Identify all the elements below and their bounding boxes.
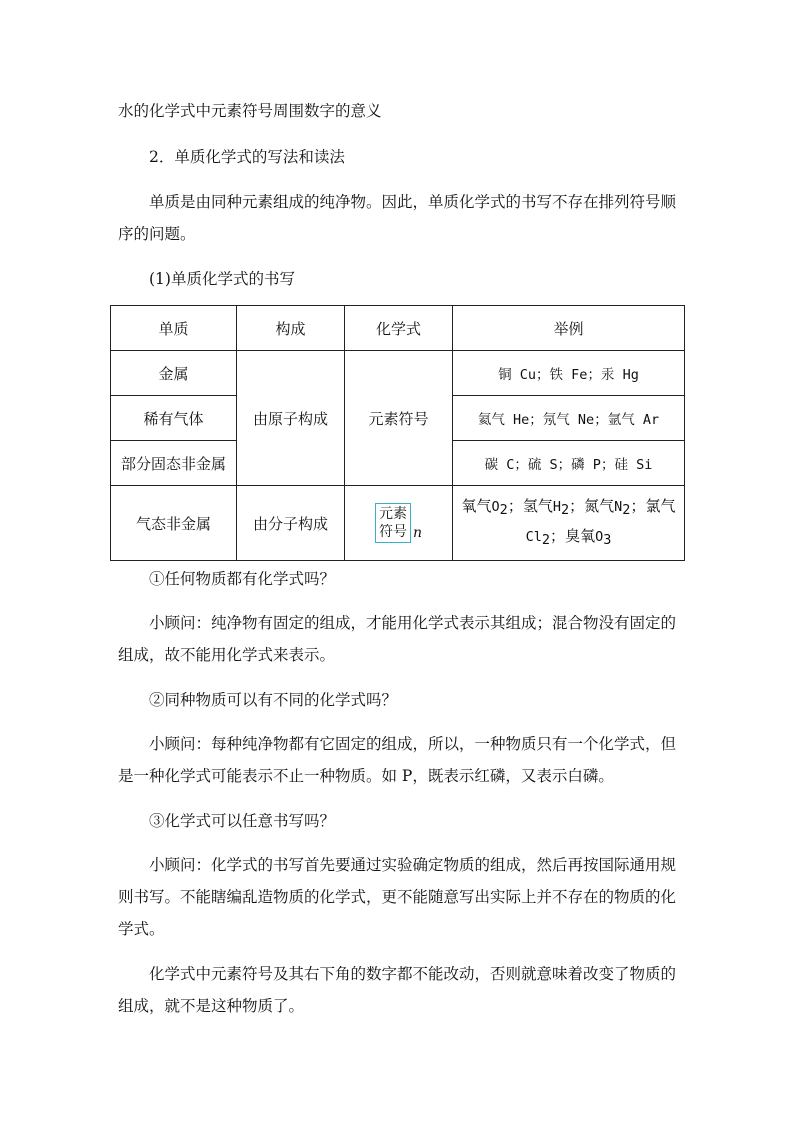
gas-subscript: 2: [560, 502, 570, 518]
row-label-noble: 稀有气体: [111, 396, 237, 441]
question-2: ②同种物质可以有不同的化学式吗？: [149, 691, 398, 709]
example-noble: 氦气 He；氖气 Ne；氩气 Ar: [453, 396, 685, 441]
gas-name: 氮气: [584, 497, 615, 515]
question-1: ①任何物质都有化学式吗？: [149, 570, 336, 588]
example-solid: 碳 C；硫 S；磷 P；硅 Si: [453, 441, 685, 486]
answer-1: 小顾问：纯净物有固定的组成，才能用化学式表示其组成；混合物没有固定的组成，故不能用化学式来表示。: [118, 614, 677, 664]
gas-symbol: N: [614, 499, 623, 515]
answer-3: 小顾问：化学式的书写首先要通过实验确定物质的组成，然后再按国际通用规则书写。不能瞎编乱造物质的化学式，更不能随意写出实际上并不存在的物质的化学式。: [118, 856, 677, 938]
box-line: 元素: [378, 506, 407, 522]
header-cell: 单质: [111, 306, 237, 351]
composition-atom-cell: 由原子构成: [237, 351, 345, 486]
box-line: 符号: [378, 524, 407, 540]
gas-subscript: 2: [541, 532, 551, 548]
paragraph-definition: 单质是由同种元素组成的纯净物。因此，单质化学式的书写不存在排列符号顺序的问题。: [118, 193, 677, 243]
gas-subscript: 2: [622, 502, 631, 518]
element-formula-table: [110, 305, 685, 561]
gas-name: 臭氧: [565, 527, 596, 545]
composition-molecule-cell: 由分子构成: [237, 486, 345, 561]
gas-name: 氢气: [522, 497, 553, 515]
subscript-n: n: [412, 525, 423, 541]
question-3: ③化学式可以任意书写吗？: [149, 812, 336, 830]
header-cell: 举例: [453, 306, 685, 351]
gas-subscript: 3: [603, 532, 612, 548]
example-metal: 铜 Cu；铁 Fe；汞 Hg: [453, 351, 685, 396]
gas-name: 氯气: [645, 497, 676, 515]
table-row: [111, 351, 685, 396]
header-cell: 化学式: [345, 306, 453, 351]
gas-symbol: O: [491, 499, 500, 515]
gas-name: 氧气: [461, 497, 492, 515]
subsection-heading: (1)单质化学式的书写: [149, 270, 295, 288]
gas-symbol: Cl: [525, 529, 542, 545]
gas-subscript: 2: [499, 502, 508, 518]
closing-note: 化学式中元素符号及其右下角的数字都不能改动，否则就意味着改变了物质的组成，就不是这种物质了。: [118, 965, 677, 1015]
formula-symbol-n-cell: [345, 486, 453, 561]
formula-symbol-cell: 元素符号: [345, 351, 453, 486]
row-label-solid-nonmetal: 部分固态非金属: [111, 441, 237, 486]
answer-2: 小顾问：每种纯净物都有它固定的组成，所以，一种物质只有一个化学式，但是一种化学式可能表示不止一种物质。如 P，既表示红磷，又表示白磷。: [118, 735, 677, 785]
row-label-gas-nonmetal: 气态非金属: [111, 486, 237, 561]
section-heading: 2．单质化学式的写法和读法: [149, 148, 345, 166]
table-row: [111, 486, 685, 561]
gas-symbol: O: [595, 529, 604, 545]
row-label-metal: 金属: [111, 351, 237, 396]
element-symbol-box: [375, 503, 411, 543]
gas-symbol: H: [552, 499, 561, 515]
header-cell: 构成: [237, 306, 345, 351]
paragraph-water-formula: 水的化学式中元素符号周围数字的意义: [118, 102, 382, 120]
example-gas: 氧气O2；氢气H2；氮气N2；氯气Cl2；臭氧O3: [453, 486, 685, 561]
table-header-row: [111, 306, 685, 351]
